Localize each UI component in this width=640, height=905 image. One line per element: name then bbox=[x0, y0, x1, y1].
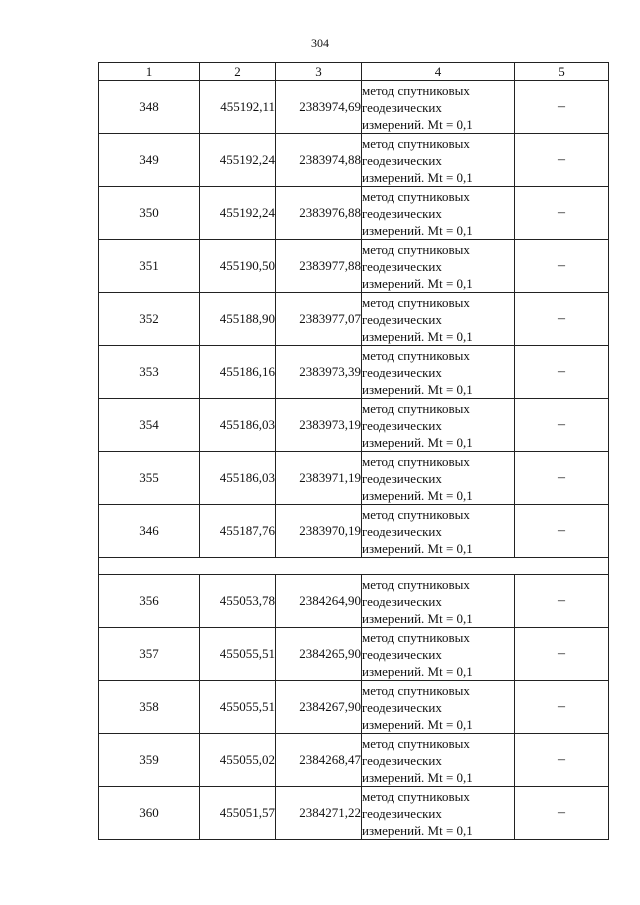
method-line: измерений. Mt = 0,1 bbox=[362, 540, 473, 556]
table-header-row bbox=[99, 63, 609, 81]
point-number-cell: 356 bbox=[99, 575, 200, 628]
method-cell bbox=[362, 187, 515, 240]
point-number-cell: 360 bbox=[99, 787, 200, 840]
method-cell bbox=[362, 628, 515, 681]
group-separator-cell bbox=[99, 558, 609, 575]
x-coordinate-cell: 455192,24 bbox=[200, 187, 276, 240]
x-coordinate-cell: 455051,57 bbox=[200, 787, 276, 840]
method-cell bbox=[362, 575, 515, 628]
table-row bbox=[99, 346, 609, 399]
method-line: геодезических bbox=[362, 752, 442, 768]
method-cell bbox=[362, 81, 515, 134]
x-coordinate-cell: 455188,90 bbox=[200, 293, 276, 346]
y-coordinate-cell: 2384268,47 bbox=[276, 734, 362, 787]
x-coordinate-cell: 455186,16 bbox=[200, 346, 276, 399]
note-cell: – bbox=[515, 240, 609, 293]
method-line: метод спутниковых bbox=[362, 347, 470, 363]
point-number-cell: 353 bbox=[99, 346, 200, 399]
method-line: геодезических bbox=[362, 417, 442, 433]
method-line: измерений. Mt = 0,1 bbox=[362, 275, 473, 291]
method-line: измерений. Mt = 0,1 bbox=[362, 222, 473, 238]
method-line: метод спутниковых bbox=[362, 400, 470, 416]
method-line: измерений. Mt = 0,1 bbox=[362, 610, 473, 626]
method-line: геодезических bbox=[362, 805, 442, 821]
x-coordinate-cell: 455187,76 bbox=[200, 505, 276, 558]
y-coordinate-cell: 2383973,19 bbox=[276, 399, 362, 452]
x-coordinate-cell: 455190,50 bbox=[200, 240, 276, 293]
method-cell bbox=[362, 134, 515, 187]
table-body bbox=[99, 81, 609, 840]
method-cell bbox=[362, 505, 515, 558]
method-cell bbox=[362, 293, 515, 346]
method-line: метод спутниковых bbox=[362, 241, 470, 257]
note-cell: – bbox=[515, 681, 609, 734]
point-number-cell: 357 bbox=[99, 628, 200, 681]
method-line: геодезических bbox=[362, 205, 442, 221]
x-coordinate-cell: 455055,02 bbox=[200, 734, 276, 787]
point-number-cell: 349 bbox=[99, 134, 200, 187]
table-row bbox=[99, 505, 609, 558]
x-coordinate-cell: 455055,51 bbox=[200, 681, 276, 734]
y-coordinate-cell: 2383974,69 bbox=[276, 81, 362, 134]
method-line: измерений. Mt = 0,1 bbox=[362, 116, 473, 132]
y-coordinate-cell: 2383974,88 bbox=[276, 134, 362, 187]
method-cell bbox=[362, 787, 515, 840]
note-cell: – bbox=[515, 575, 609, 628]
point-number-cell: 354 bbox=[99, 399, 200, 452]
table-row bbox=[99, 787, 609, 840]
method-line: измерений. Mt = 0,1 bbox=[362, 822, 473, 838]
note-cell: – bbox=[515, 628, 609, 681]
method-line: метод спутниковых bbox=[362, 188, 470, 204]
note-cell: – bbox=[515, 452, 609, 505]
coordinates-table bbox=[98, 62, 609, 840]
point-number-cell: 351 bbox=[99, 240, 200, 293]
method-line: измерений. Mt = 0,1 bbox=[362, 663, 473, 679]
method-line: геодезических bbox=[362, 311, 442, 327]
method-cell bbox=[362, 681, 515, 734]
method-line: метод спутниковых bbox=[362, 682, 470, 698]
header-col-5: 5 bbox=[515, 63, 609, 81]
point-number-cell: 346 bbox=[99, 505, 200, 558]
y-coordinate-cell: 2383970,19 bbox=[276, 505, 362, 558]
method-line: геодезических bbox=[362, 258, 442, 274]
x-coordinate-cell: 455055,51 bbox=[200, 628, 276, 681]
group-separator-row bbox=[99, 558, 609, 575]
header-col-3: 3 bbox=[276, 63, 362, 81]
method-cell bbox=[362, 399, 515, 452]
method-line: геодезических bbox=[362, 699, 442, 715]
table-row bbox=[99, 452, 609, 505]
x-coordinate-cell: 455186,03 bbox=[200, 452, 276, 505]
method-line: метод спутниковых bbox=[362, 576, 470, 592]
note-cell: – bbox=[515, 293, 609, 346]
table-row bbox=[99, 628, 609, 681]
method-line: измерений. Mt = 0,1 bbox=[362, 381, 473, 397]
method-line: метод спутниковых bbox=[362, 453, 470, 469]
method-cell bbox=[362, 240, 515, 293]
method-line: метод спутниковых bbox=[362, 294, 470, 310]
point-number-cell: 350 bbox=[99, 187, 200, 240]
point-number-cell: 352 bbox=[99, 293, 200, 346]
method-line: метод спутниковых bbox=[362, 735, 470, 751]
header-col-4: 4 bbox=[362, 63, 515, 81]
point-number-cell: 359 bbox=[99, 734, 200, 787]
note-cell: – bbox=[515, 734, 609, 787]
method-cell bbox=[362, 452, 515, 505]
method-cell bbox=[362, 734, 515, 787]
point-number-cell: 355 bbox=[99, 452, 200, 505]
table-row bbox=[99, 575, 609, 628]
note-cell: – bbox=[515, 346, 609, 399]
x-coordinate-cell: 455192,11 bbox=[200, 81, 276, 134]
method-cell bbox=[362, 346, 515, 399]
note-cell: – bbox=[515, 399, 609, 452]
method-line: метод спутниковых bbox=[362, 788, 470, 804]
method-line: измерений. Mt = 0,1 bbox=[362, 169, 473, 185]
method-line: геодезических bbox=[362, 593, 442, 609]
method-line: измерений. Mt = 0,1 bbox=[362, 487, 473, 503]
y-coordinate-cell: 2383973,39 bbox=[276, 346, 362, 399]
method-line: геодезических bbox=[362, 364, 442, 380]
table-row bbox=[99, 240, 609, 293]
note-cell: – bbox=[515, 505, 609, 558]
method-line: геодезических bbox=[362, 99, 442, 115]
table-row bbox=[99, 187, 609, 240]
method-line: измерений. Mt = 0,1 bbox=[362, 769, 473, 785]
page-number: 304 bbox=[311, 36, 329, 50]
table-row bbox=[99, 681, 609, 734]
x-coordinate-cell: 455186,03 bbox=[200, 399, 276, 452]
method-line: геодезических bbox=[362, 152, 442, 168]
method-line: метод спутниковых bbox=[362, 82, 470, 98]
point-number-cell: 348 bbox=[99, 81, 200, 134]
method-line: измерений. Mt = 0,1 bbox=[362, 716, 473, 732]
header-col-1: 1 bbox=[99, 63, 200, 81]
y-coordinate-cell: 2384265,90 bbox=[276, 628, 362, 681]
x-coordinate-cell: 455192,24 bbox=[200, 134, 276, 187]
table-row bbox=[99, 81, 609, 134]
method-line: метод спутниковых bbox=[362, 135, 470, 151]
y-coordinate-cell: 2383977,88 bbox=[276, 240, 362, 293]
y-coordinate-cell: 2383977,07 bbox=[276, 293, 362, 346]
table-row bbox=[99, 734, 609, 787]
method-line: метод спутниковых bbox=[362, 506, 470, 522]
y-coordinate-cell: 2383971,19 bbox=[276, 452, 362, 505]
method-line: измерений. Mt = 0,1 bbox=[362, 434, 473, 450]
note-cell: – bbox=[515, 81, 609, 134]
method-line: геодезических bbox=[362, 646, 442, 662]
y-coordinate-cell: 2384267,90 bbox=[276, 681, 362, 734]
y-coordinate-cell: 2384271,22 bbox=[276, 787, 362, 840]
table-row bbox=[99, 399, 609, 452]
method-line: измерений. Mt = 0,1 bbox=[362, 328, 473, 344]
method-line: геодезических bbox=[362, 470, 442, 486]
table-row bbox=[99, 293, 609, 346]
table-row bbox=[99, 134, 609, 187]
x-coordinate-cell: 455053,78 bbox=[200, 575, 276, 628]
header-col-2: 2 bbox=[200, 63, 276, 81]
method-line: геодезических bbox=[362, 523, 442, 539]
note-cell: – bbox=[515, 187, 609, 240]
y-coordinate-cell: 2384264,90 bbox=[276, 575, 362, 628]
method-line: метод спутниковых bbox=[362, 629, 470, 645]
y-coordinate-cell: 2383976,88 bbox=[276, 187, 362, 240]
point-number-cell: 358 bbox=[99, 681, 200, 734]
note-cell: – bbox=[515, 787, 609, 840]
note-cell: – bbox=[515, 134, 609, 187]
